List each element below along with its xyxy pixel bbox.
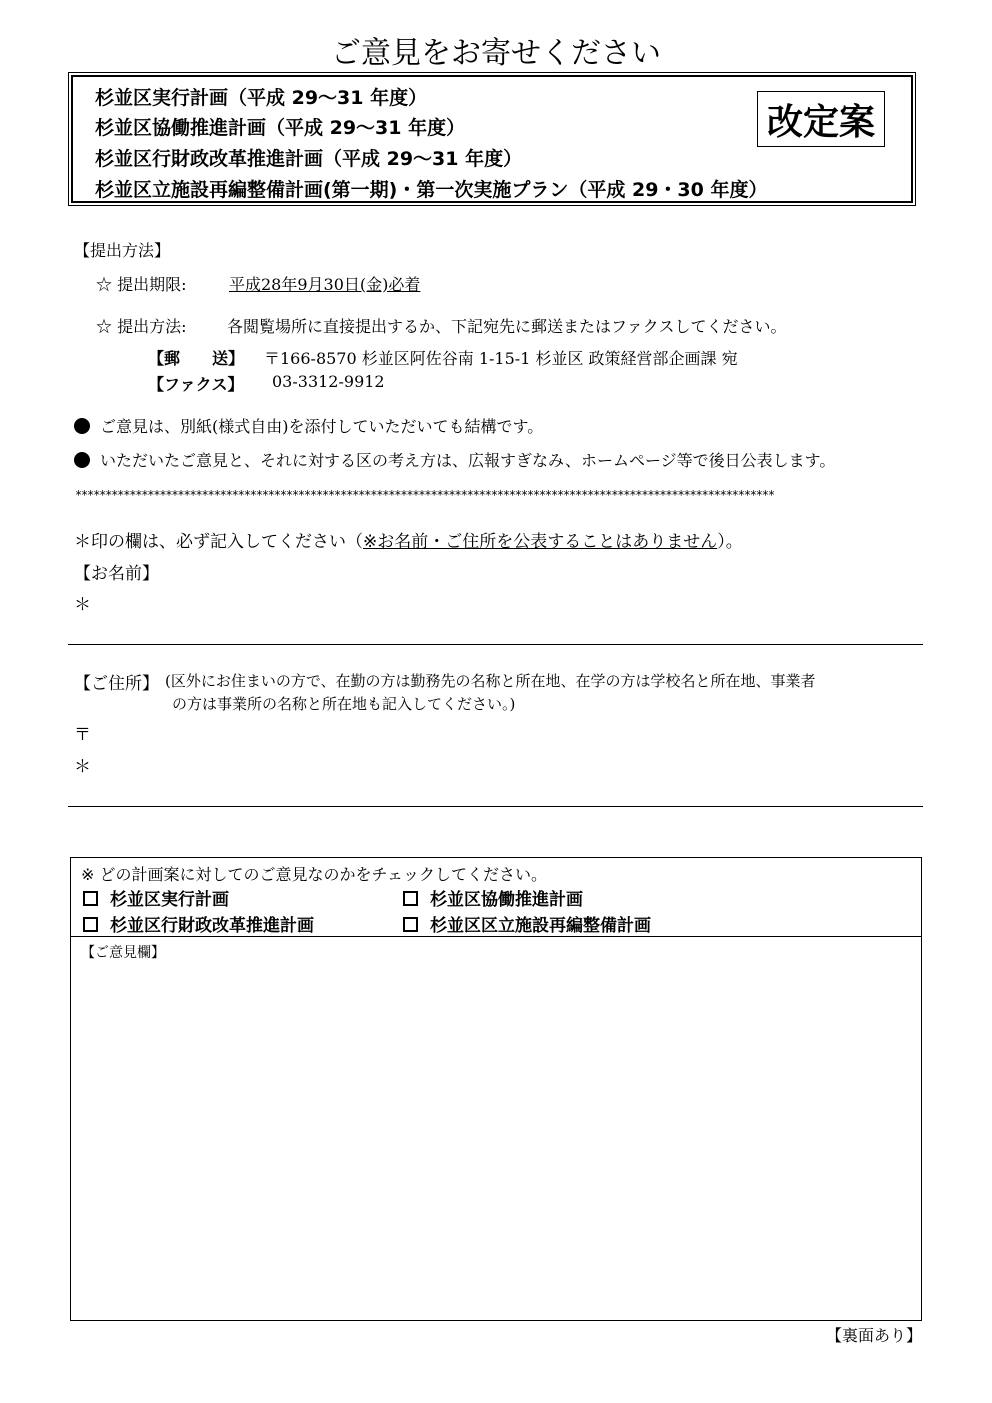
address-field[interactable] xyxy=(68,806,923,807)
deadline-label: ☆ 提出期限: xyxy=(96,275,187,294)
bullet-icon xyxy=(74,452,90,468)
deadline-value: 平成28年9月30日(金)必着 xyxy=(229,275,421,294)
mail-address: 〒166-8570 杉並区阿佐谷南 1-15-1 杉並区 政策経営部企画課 宛 xyxy=(264,349,738,368)
check-option-kyodo[interactable] xyxy=(403,885,583,910)
checkbox-icon[interactable] xyxy=(83,891,98,906)
required-note-prefix: ＊印の欄は、必ず記入してください（ xyxy=(74,532,363,552)
postal-mark: 〒 xyxy=(74,725,91,745)
name-required-mark: ＊ xyxy=(74,595,91,615)
asterisk-separator: ******************************************************************************************************************** xyxy=(75,488,774,502)
method-value: 各閲覧場所に直接提出するか、下記宛先に郵送またはファクスしてください。 xyxy=(227,317,787,336)
plan-check-section xyxy=(71,858,921,937)
note-text: いただいたご意見と、それに対する区の考え方は、広報すぎなみ、ホームページ等で後日公表します。 xyxy=(100,451,836,470)
note-publication xyxy=(74,448,835,471)
checkbox-icon[interactable] xyxy=(83,917,98,932)
address-note-line1: (区外にお住まいの方で、在勤の方は勤務先の名称と所在地、在学の方は学校名と所在地、事業者 xyxy=(165,672,816,690)
reverse-side-note: 【裏面あり】 xyxy=(826,1326,923,1345)
plan-title-kyodo: 杉並区協働推進計画（平成 29～31 年度） xyxy=(95,117,466,139)
note-attachment xyxy=(74,414,543,437)
address-note-line2: の方は事業所の名称と所在地も記入してください。) xyxy=(172,695,516,713)
plan-title-jikko: 杉並区実行計画（平成 29～31 年度） xyxy=(95,87,428,109)
note-text: ご意見は、別紙(様式自由)を添付していただいても結構です。 xyxy=(100,417,544,436)
check-instruction: ※ どの計画案に対してのご意見なのかをチェックしてください。 xyxy=(81,865,548,884)
opinion-field[interactable] xyxy=(71,962,921,1318)
privacy-note: ※お名前・ご住所を公表することはありません xyxy=(363,532,718,552)
address-required-mark: ＊ xyxy=(74,757,91,777)
required-note-suffix: ）。 xyxy=(717,532,743,552)
mail-label: 【郵 送】 xyxy=(148,349,245,368)
checkbox-icon[interactable] xyxy=(403,917,418,932)
fax-number: 03-3312-9912 xyxy=(272,372,385,391)
plans-box xyxy=(68,72,916,206)
required-note xyxy=(74,527,743,552)
draft-badge: 改定案 xyxy=(757,91,885,147)
check-option-label: 杉並区協働推進計画 xyxy=(430,890,583,910)
checkbox-icon[interactable] xyxy=(403,891,418,906)
name-label: 【お名前】 xyxy=(74,564,159,584)
method-label: ☆ 提出方法: xyxy=(96,317,187,336)
check-option-gyozaisei[interactable] xyxy=(83,911,314,936)
plan-title-shisetsu: 杉並区立施設再編整備計画(第一期)・第一次実施プラン（平成 29・30 年度） xyxy=(95,179,768,201)
fax-label: 【ファクス】 xyxy=(148,375,244,394)
check-option-label: 杉並区行財政改革推進計画 xyxy=(110,916,314,936)
bullet-icon xyxy=(74,418,90,434)
opinion-form xyxy=(70,857,922,1321)
check-option-jikko[interactable] xyxy=(83,885,229,910)
page-title: ご意見をお寄せください xyxy=(331,36,661,71)
check-option-shisetsu[interactable] xyxy=(403,911,651,936)
check-option-label: 杉並区実行計画 xyxy=(110,890,229,910)
plan-title-gyozaisei: 杉並区行財政改革推進計画（平成 29～31 年度） xyxy=(95,148,523,170)
check-option-label: 杉並区区立施設再編整備計画 xyxy=(430,916,651,936)
submission-heading: 【提出方法】 xyxy=(74,241,171,260)
address-label: 【ご住所】 xyxy=(74,674,159,694)
opinion-label: 【ご意見欄】 xyxy=(81,945,165,961)
name-field[interactable] xyxy=(68,644,923,645)
